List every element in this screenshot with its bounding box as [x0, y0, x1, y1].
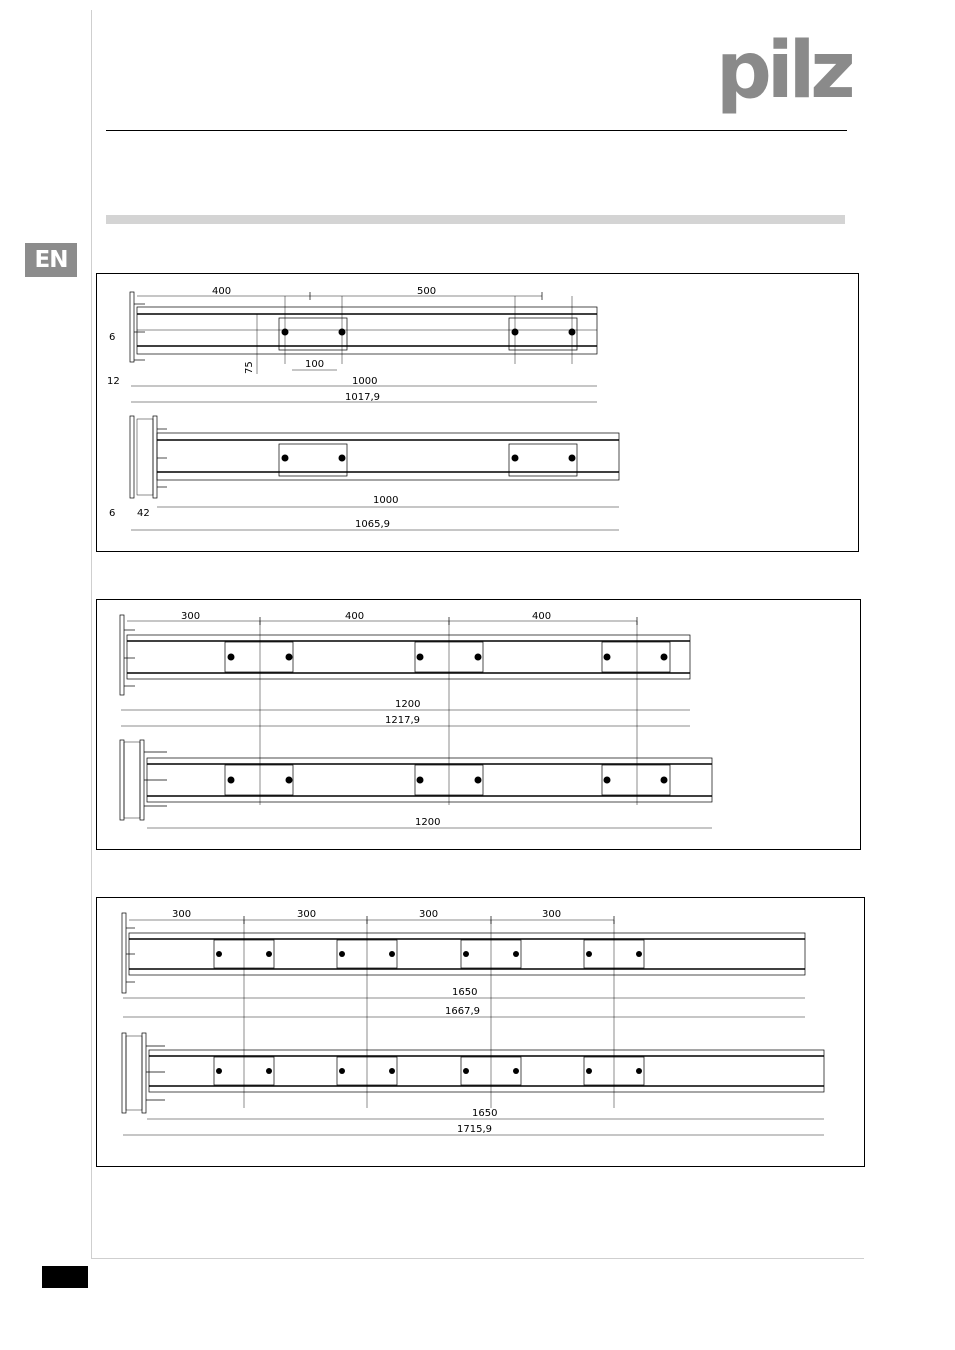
rail-bottom	[122, 1033, 824, 1113]
dim-400: 400	[212, 286, 232, 297]
rail-top	[130, 292, 597, 364]
dimensions-bottom	[109, 495, 619, 530]
dim-400-a: 400	[345, 611, 365, 622]
dim-1200-b: 1200	[415, 817, 441, 828]
dimensions-bottom	[123, 1108, 824, 1135]
figure-2-drawing	[97, 600, 862, 851]
dim-6: 6	[109, 332, 116, 343]
figure-2	[96, 599, 861, 850]
dim-100: 100	[305, 359, 325, 370]
dim-1715-9: 1715,9	[457, 1124, 492, 1135]
dim-1200: 1200	[395, 699, 421, 710]
rail-top	[122, 913, 805, 993]
dim-1000: 1000	[352, 376, 378, 387]
dimensions-top	[107, 286, 597, 403]
dim-1217-9: 1217,9	[385, 715, 420, 726]
dim-300-c: 300	[419, 909, 439, 920]
dim-300-b: 300	[297, 909, 317, 920]
figure-1	[96, 273, 859, 552]
dimensions-top	[121, 611, 690, 805]
figure-1-drawing	[97, 274, 860, 553]
dim-300: 300	[181, 611, 201, 622]
rail-top	[120, 615, 690, 695]
page-number-tab	[42, 1266, 88, 1288]
rail-bottom	[130, 416, 619, 498]
header-rule	[106, 130, 847, 131]
dim-42: 42	[137, 508, 150, 519]
dim-400-b: 400	[532, 611, 552, 622]
figure-3	[96, 897, 865, 1167]
dim-1065-9: 1065,9	[355, 519, 390, 530]
pilz-logo: pilz	[716, 26, 851, 116]
dim-1000-b: 1000	[373, 495, 399, 506]
footer-rule	[91, 1258, 864, 1259]
dim-300-a: 300	[172, 909, 192, 920]
dim-6-b: 6	[109, 508, 116, 519]
dim-500: 500	[417, 286, 437, 297]
left-margin-rule	[91, 10, 92, 1258]
dim-1650: 1650	[452, 987, 478, 998]
rail-bottom	[120, 740, 712, 820]
dim-1667-9: 1667,9	[445, 1006, 480, 1017]
language-tab: EN	[25, 243, 77, 277]
figure-3-drawing	[97, 898, 866, 1168]
dim-1650-b: 1650	[472, 1108, 498, 1119]
dim-75: 75	[244, 361, 255, 374]
dim-300-d: 300	[542, 909, 562, 920]
section-band	[106, 215, 845, 224]
dimensions-bottom	[147, 817, 712, 828]
dim-12: 12	[107, 376, 120, 387]
dim-1017-9: 1017,9	[345, 392, 380, 403]
